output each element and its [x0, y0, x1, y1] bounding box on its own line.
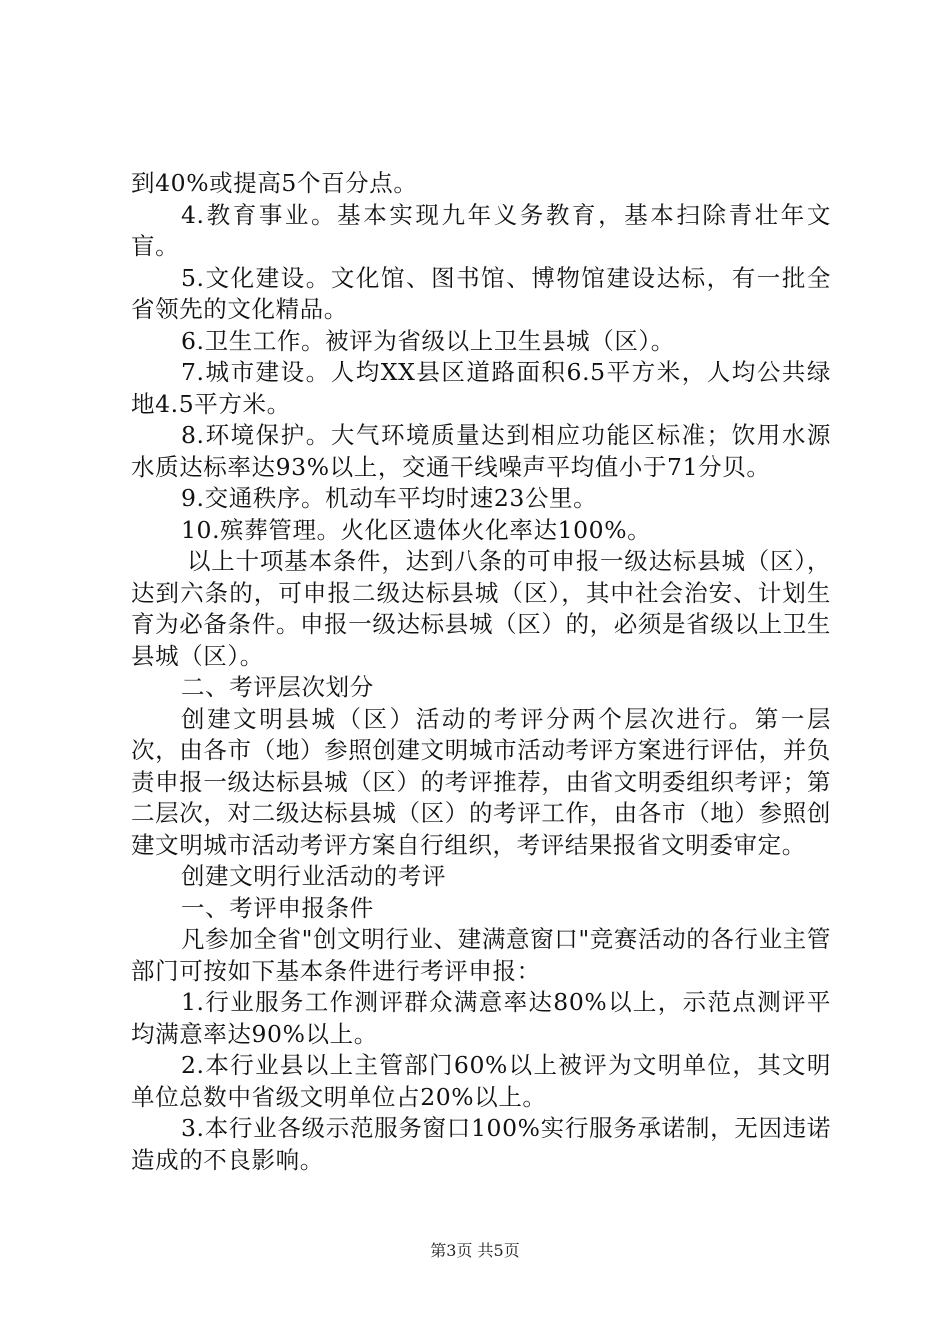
paragraph: 4.教育事业。基本实现九年义务教育，基本扫除青壮年文盲。 — [131, 200, 831, 260]
paragraph: 到40%或提高5个百分点。 — [131, 169, 418, 197]
paragraph: 8.环境保护。大气环境质量达到相应功能区标准；饮用水源水质达标率达93%以上，交通干线噪声平均值小于71分贝。 — [131, 421, 831, 481]
paragraph: 1.行业服务工作测评群众满意率达80%以上，示范点测评平均满意率达90%以上。 — [131, 988, 831, 1048]
paragraph: 10.殡葬管理。火化区遗体火化率达100%。 — [181, 515, 652, 544]
section-heading: 二、考评层次划分 — [181, 673, 374, 701]
paragraph: 创建文明县城（区）活动的考评分两个层次进行。第一层次，由各市（地）参照创建文明城市活动考评方案进行评估，并负责申报一级达标县城（区）的考评推荐，由省文明委组织考评；第二层次，对二级达标县城（区）的考评工作，由各市（地）参照创建文明城市活动考评方案自行组织，考评结果报省文明委审定。 — [131, 704, 831, 859]
paragraph: 5.文化建设。文化馆、图书馆、博物馆建设达标，有一批全省领先的文化精品。 — [131, 263, 831, 323]
page-number: 第3页 共5页 — [430, 1241, 520, 1260]
paragraph: 6.卫生工作。被评为省级以上卫生县城（区）。 — [181, 326, 675, 355]
paragraph: 9.交通秩序。机动车平均时速23公里。 — [181, 484, 598, 512]
paragraph: 凡参加全省"创文明行业、建满意窗口"竞赛活动的各行业主管部门可按如下基本条件进行考评申报： — [131, 925, 831, 985]
paragraph: 2.本行业县以上主管部门60%以上被评为文明单位，其文明单位总数中省级文明单位占20%以上。 — [131, 1051, 831, 1111]
paragraph: 7.城市建设。人均XX县区道路面积6.5平方米，人均公共绿地4.5平方米。 — [131, 358, 831, 418]
document-body — [131, 168, 831, 1176]
paragraph: 3.本行业各级示范服务窗口100%实行服务承诺制，无因违诺造成的不良影响。 — [131, 1114, 831, 1174]
paragraph: 以上十项基本条件，达到八条的可申报一级达标县城（区），达到六条的，可申报二级达标县城（区），其中社会治安、计划生育为必备条件。申报一级达标县城（区）的，必须是省级以上卫生县城（区）。 — [131, 547, 831, 670]
section-heading: 一、考评申报条件 — [181, 893, 374, 922]
section-heading: 创建文明行业活动的考评 — [181, 862, 447, 890]
